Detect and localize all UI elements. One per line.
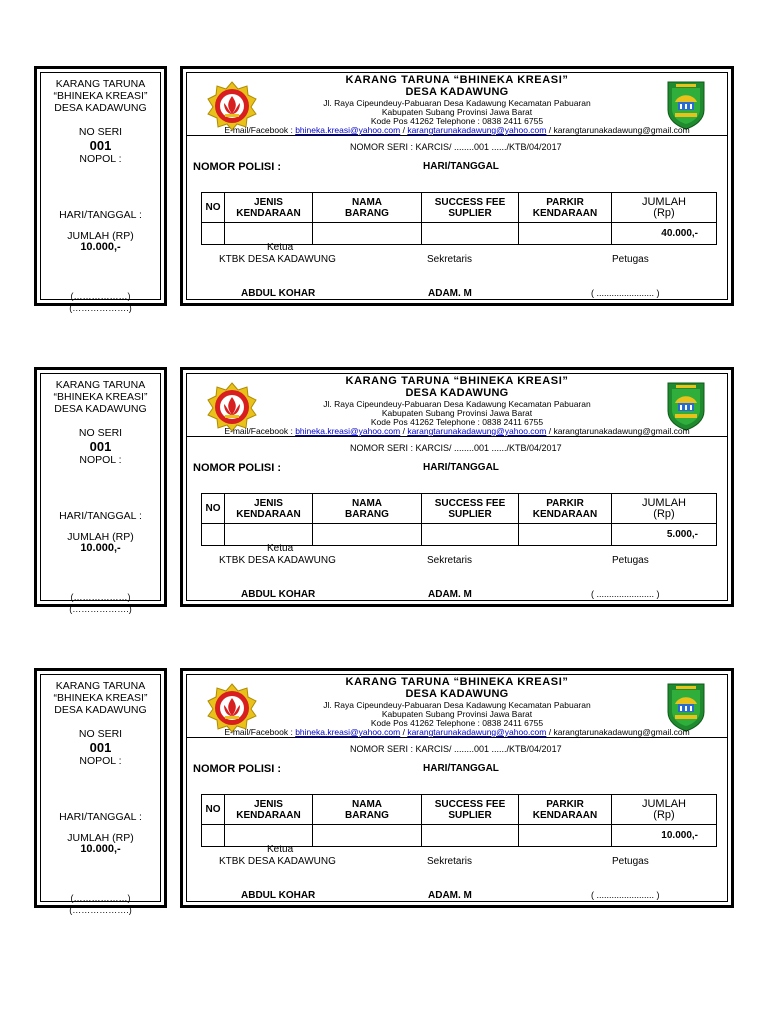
ticket-main [180, 367, 734, 607]
hari-tanggal-label: HARI/TANGGAL [423, 161, 499, 172]
ticket-table [201, 794, 717, 847]
stub-org-line1: KARANG TARUNA [55, 680, 146, 692]
header-address: Jl. Raya Cipeundeuy-Pabuaran Desa Kadawung Kecamatan Pabuaran [323, 98, 591, 108]
petugas-label: Petugas [612, 555, 649, 566]
col-parkir-kendaraan: PARKIR KENDARAAN [519, 795, 612, 825]
email-link-yahoo-bhineka[interactable]: bhineka.kreasi@yahoo.com [295, 426, 401, 436]
header-address: Jl. Raya Cipeundeuy-Pabuaran Desa Kadawung Kecamatan Pabuaran [323, 399, 591, 409]
header-title: KARANG TARUNA “BHINEKA KREASI” [345, 375, 569, 387]
col-success-fee: SUCCESS FEE SUPLIER [422, 193, 519, 223]
email-link-yahoo-bhineka[interactable]: bhineka.kreasi@yahoo.com [295, 125, 401, 135]
stub-hari-label: HARI/TANGGAL : [59, 510, 142, 522]
stub-signature-line: (………………)(……………….) [69, 592, 132, 614]
stub-signature-line: (………………)(……………….) [69, 291, 132, 313]
cell-no [202, 524, 225, 546]
petugas-signature: ( ....................... ) [591, 589, 660, 599]
col-success-fee: SUCCESS FEE SUPLIER [422, 494, 519, 524]
petugas-label: Petugas [612, 856, 649, 867]
stub-jumlah-value: 10.000,- [80, 542, 121, 554]
header-region: Kabupaten Subang Provinsi Jawa Barat [381, 709, 533, 719]
header-postal: Kode Pos 41262 Telephone : 0838 2411 6755 [370, 116, 544, 126]
ticket-stub [34, 668, 167, 915]
nomor-seri: NOMOR SERI : KARCIS/ ........001 ....../KTB/04/2017 [350, 142, 562, 152]
cell-no [202, 223, 225, 245]
stub-no-seri-value: 001 [89, 439, 112, 454]
col-no: NO [202, 193, 225, 223]
header-subtitle: DESA KADAWUNG [405, 688, 509, 700]
col-jenis-kendaraan: JENIS KENDARAAN [225, 795, 313, 825]
stub-org-line2: “BHINEKA KREASI” [53, 391, 148, 403]
stub-nopol-label: NOPOL : [79, 454, 122, 466]
stub-no-seri-value: 001 [89, 740, 112, 755]
ticket-stub [34, 367, 167, 614]
stub-no-seri-label: NO SERI [78, 728, 123, 740]
sekretaris-label: Sekretaris [427, 254, 473, 265]
nomor-seri: NOMOR SERI : KARCIS/ ........001 ....../KTB/04/2017 [350, 443, 562, 453]
col-nama-barang: NAMA BARANG [313, 193, 422, 223]
ketua-label: Ketua [267, 543, 294, 554]
email-link-yahoo-karangtaruna[interactable]: karangtarunakadawung@yahoo.com [407, 125, 547, 135]
header-email-line: E-mail/Facebook : bhineka.kreasi@yahoo.com / karangtarunakadawung@yahoo.com / karangtarunakadawung@gmail.com [224, 426, 690, 436]
sekretaris-label: Sekretaris [427, 555, 473, 566]
col-no: NO [202, 795, 225, 825]
ketua-label: Ketua [267, 242, 294, 253]
amount-value: 40.000,- [612, 223, 717, 245]
header-title: KARANG TARUNA “BHINEKA KREASI” [345, 74, 569, 86]
col-jumlah: JUMLAH (Rp) [612, 795, 717, 825]
stub-org-line1: KARANG TARUNA [55, 78, 146, 90]
ticket-header [187, 73, 727, 136]
header-subtitle: DESA KADAWUNG [405, 86, 509, 98]
ketua-org: KTBK DESA KADAWUNG [219, 856, 336, 867]
sekretaris-name: ADAM. M [428, 589, 472, 600]
sekretaris-name: ADAM. M [428, 890, 472, 901]
cell-parkir [519, 223, 612, 245]
cell-nama [313, 825, 422, 847]
header-address: Jl. Raya Cipeundeuy-Pabuaran Desa Kadawung Kecamatan Pabuaran [323, 700, 591, 710]
petugas-signature: ( ....................... ) [591, 890, 660, 900]
stub-hari-label: HARI/TANGGAL : [59, 209, 142, 221]
petugas-signature: ( ....................... ) [591, 288, 660, 298]
cell-nama [313, 524, 422, 546]
stub-no-seri-label: NO SERI [78, 126, 123, 138]
stub-jumlah-value: 10.000,- [80, 241, 121, 253]
header-region: Kabupaten Subang Provinsi Jawa Barat [381, 107, 533, 117]
cell-success [422, 825, 519, 847]
ticket-header [187, 374, 727, 437]
stub-nopol-label: NOPOL : [79, 153, 122, 165]
ketua-label: Ketua [267, 844, 294, 855]
ticket-2 [0, 367, 768, 614]
ticket-3 [0, 668, 768, 915]
petugas-label: Petugas [612, 254, 649, 265]
stub-org-line2: “BHINEKA KREASI” [53, 692, 148, 704]
header-email-line: E-mail/Facebook : bhineka.kreasi@yahoo.com / karangtarunakadawung@yahoo.com / karangtarunakadawung@gmail.com [224, 727, 690, 737]
header-postal: Kode Pos 41262 Telephone : 0838 2411 6755 [370, 718, 544, 728]
col-nama-barang: NAMA BARANG [313, 795, 422, 825]
ketua-name: ABDUL KOHAR [241, 288, 316, 299]
ticket-main [180, 668, 734, 908]
ketua-name: ABDUL KOHAR [241, 589, 316, 600]
cell-success [422, 223, 519, 245]
col-nama-barang: NAMA BARANG [313, 494, 422, 524]
nomor-polisi-label: NOMOR POLISI : [193, 462, 281, 474]
header-title: KARANG TARUNA “BHINEKA KREASI” [345, 676, 569, 688]
amount-value: 10.000,- [612, 825, 717, 847]
stub-jumlah-value: 10.000,- [80, 843, 121, 855]
stub-org-line3: DESA KADAWUNG [54, 102, 147, 114]
nomor-polisi-label: NOMOR POLISI : [193, 763, 281, 775]
col-parkir-kendaraan: PARKIR KENDARAAN [519, 494, 612, 524]
col-success-fee: SUCCESS FEE SUPLIER [422, 795, 519, 825]
ticket-header [187, 675, 727, 738]
sekretaris-name: ADAM. M [428, 288, 472, 299]
stub-org-line1: KARANG TARUNA [55, 379, 146, 391]
cell-no [202, 825, 225, 847]
nomor-seri: NOMOR SERI : KARCIS/ ........001 ....../KTB/04/2017 [350, 744, 562, 754]
email-link-yahoo-bhineka[interactable]: bhineka.kreasi@yahoo.com [295, 727, 401, 737]
stub-hari-label: HARI/TANGGAL : [59, 811, 142, 823]
hari-tanggal-label: HARI/TANGGAL [423, 763, 499, 774]
ticket-1 [0, 66, 768, 313]
nomor-polisi-label: NOMOR POLISI : [193, 161, 281, 173]
stub-jumlah-label: JUMLAH (RP) [67, 230, 134, 242]
header-subtitle: DESA KADAWUNG [405, 387, 509, 399]
amount-value: 5.000,- [612, 524, 717, 546]
stub-jumlah-label: JUMLAH (RP) [67, 531, 134, 543]
sekretaris-label: Sekretaris [427, 856, 473, 867]
ketua-org: KTBK DESA KADAWUNG [219, 254, 336, 265]
ticket-table [201, 493, 717, 546]
cell-parkir [519, 524, 612, 546]
stub-org-line3: DESA KADAWUNG [54, 704, 147, 716]
hari-tanggal-label: HARI/TANGGAL [423, 462, 499, 473]
cell-nama [313, 223, 422, 245]
cell-parkir [519, 825, 612, 847]
ticket-main [180, 66, 734, 306]
ketua-name: ABDUL KOHAR [241, 890, 316, 901]
stub-nopol-label: NOPOL : [79, 755, 122, 767]
header-email-line: E-mail/Facebook : bhineka.kreasi@yahoo.com / karangtarunakadawung@yahoo.com / karangtarunakadawung@gmail.com [224, 125, 690, 135]
col-jenis-kendaraan: JENIS KENDARAAN [225, 193, 313, 223]
stub-org-line2: “BHINEKA KREASI” [53, 90, 148, 102]
email-link-yahoo-karangtaruna[interactable]: karangtarunakadawung@yahoo.com [407, 727, 547, 737]
header-region: Kabupaten Subang Provinsi Jawa Barat [381, 408, 533, 418]
ketua-org: KTBK DESA KADAWUNG [219, 555, 336, 566]
stub-no-seri-value: 001 [89, 138, 112, 153]
col-jenis-kendaraan: JENIS KENDARAAN [225, 494, 313, 524]
stub-no-seri-label: NO SERI [78, 427, 123, 439]
col-no: NO [202, 494, 225, 524]
ticket-table [201, 192, 717, 245]
stub-org-line3: DESA KADAWUNG [54, 403, 147, 415]
stub-signature-line: (………………)(……………….) [69, 893, 132, 915]
ticket-stub [34, 66, 167, 313]
stub-jumlah-label: JUMLAH (RP) [67, 832, 134, 844]
col-jumlah: JUMLAH (Rp) [612, 494, 717, 524]
col-parkir-kendaraan: PARKIR KENDARAAN [519, 193, 612, 223]
header-postal: Kode Pos 41262 Telephone : 0838 2411 6755 [370, 417, 544, 427]
col-jumlah: JUMLAH (Rp) [612, 193, 717, 223]
cell-success [422, 524, 519, 546]
email-link-yahoo-karangtaruna[interactable]: karangtarunakadawung@yahoo.com [407, 426, 547, 436]
